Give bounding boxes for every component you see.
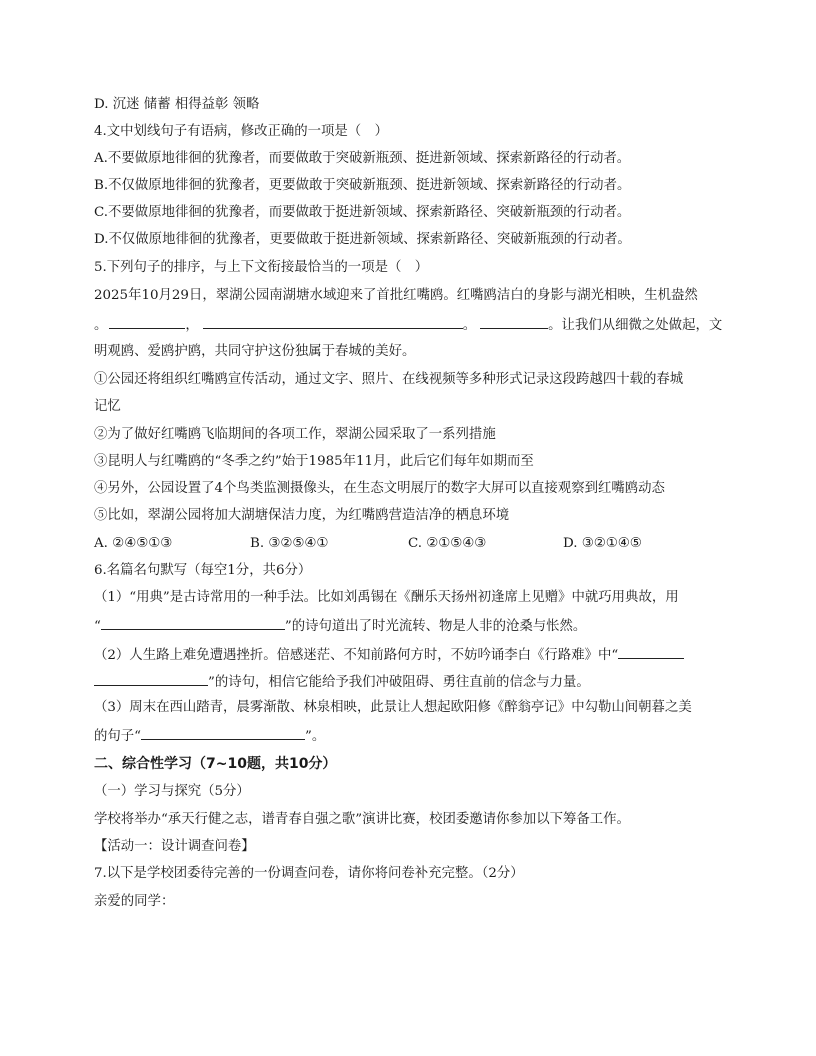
q4-option-b: B.不仅做原地徘徊的犹豫者，更要做敢于突破新瓶颈、挺进新领域、探索新路径的行动者。 — [94, 178, 631, 193]
passage-text: 。让我们从细微之处做起，文 — [548, 318, 723, 333]
q6-item-3: （3）周末在西山踏青，晨雾渐散、林泉相映，此景让人想起欧阳修《醉翁亭记》中勾勒山间朝暮之美 — [94, 700, 692, 715]
blank-2[interactable] — [203, 314, 463, 329]
q5-sentence-1-cont: 记忆 — [94, 399, 121, 414]
q5-passage-blanks-line — [94, 314, 722, 336]
q6-item-1-cont — [94, 615, 586, 637]
q5-option-a: A. ②④⑤①③ — [94, 536, 173, 551]
q4-option-a: A.不要做原地徘徊的犹豫者，而要做敢于突破新瓶颈、挺进新领域、探索新路径的行动者。 — [94, 151, 631, 166]
item-text: （2）人生路上难免遭遇挫折。倍感迷茫、不知前路何方时，不妨吟诵李白《行路难》中“ — [94, 648, 619, 663]
q5-stem: 5.下列句子的排序，与上下文衔接最恰当的一项是（ ） — [94, 260, 429, 275]
subsection-title: （一）学习与探究（5分） — [94, 784, 250, 799]
blank-1[interactable] — [101, 615, 285, 630]
quote-open: “ — [94, 619, 101, 634]
q6-item-1: （1）“用典”是古诗常用的一种手法。比如刘禹锡在《酬乐天扬州初逢席上见赠》中就巧用典故，用 — [94, 590, 679, 605]
item-text: ”的诗句道出了时光流转、物是人非的沧桑与怅然。 — [284, 619, 587, 634]
q5-option-c: C. ②①⑤④③ — [408, 536, 487, 551]
q5-sentence-1: ①公园还将组织红嘴鸥宣传活动，通过文字、照片、在线视频等多种形式记录这段跨越四十载的春城 — [94, 372, 684, 387]
section-title: 二、综合性学习（7~10题，共10分） — [94, 756, 337, 772]
punct: ， — [185, 318, 199, 333]
blank-2[interactable] — [618, 644, 684, 659]
greeting: 亲爱的同学： — [94, 894, 175, 909]
q7-stem: 7.以下是学校团委待完善的一份调查问卷，请你将问卷补充完整。（2分） — [94, 866, 524, 881]
q3-option-d: D. 沉迷 储蓄 相得益彰 领略 — [94, 97, 260, 112]
q4-option-d: D.不仅做原地徘徊的犹豫者，更要做敢于挺进新领域、探索新路径、突破新瓶颈的行动者。 — [94, 232, 631, 247]
q5-sentence-3: ③昆明人与红嘴鸥的“冬季之约”始于1985年11月，此后它们每年如期而至 — [94, 454, 534, 469]
q5-option-d: D. ③②①④⑤ — [563, 536, 642, 551]
punct: 。 — [94, 318, 108, 333]
blank-3[interactable] — [480, 314, 548, 329]
q4-stem: 4.文中划线句子有语病，修改正确的一项是（ ） — [94, 124, 388, 139]
item-text: ”。 — [305, 729, 326, 744]
q4-option-c: C.不要做原地徘徊的犹豫者，而要做敢于挺进新领域、探索新路径、突破新瓶颈的行动者。 — [94, 205, 631, 220]
punct: 。 — [462, 318, 477, 333]
q6-item-2 — [94, 644, 684, 666]
q6-stem: 6.名篇名句默写（每空1分，共6分） — [94, 563, 312, 578]
item-text: 的句子“ — [94, 729, 142, 744]
q5-passage-line: 2025年10月29日，翠湖公园南湖塘水域迎来了首批红嘴鸥。红嘴鸥洁白的身影与湖光相映，生机盎然 — [94, 288, 698, 303]
q6-item-3-cont — [94, 725, 325, 747]
section-intro: 学校将举办“承天行健之志，谱青春自强之歌”演讲比赛，校团委邀请你参加以下筹备工作。 — [94, 812, 630, 827]
activity-title: 【活动一：设计调查问卷】 — [94, 839, 255, 854]
q5-option-b: B. ③②⑤④① — [250, 536, 329, 551]
q6-item-2-cont — [94, 671, 590, 693]
blank-1[interactable] — [109, 314, 185, 329]
q5-sentence-5: ⑤比如，翠湖公园将加大湖塘保洁力度，为红嘴鸥营造洁净的栖息环境 — [94, 508, 510, 523]
blank-3[interactable] — [141, 725, 305, 740]
blank-2-cont[interactable] — [94, 671, 208, 686]
item-text: ”的诗句，相信它能给予我们冲破阻碍、勇往直前的信念与力量。 — [208, 675, 590, 690]
q5-sentence-2: ②为了做好红嘴鸥飞临期间的各项工作，翠湖公园采取了一系列措施 — [94, 427, 496, 442]
q5-passage-line: 明观鸥、爱鸥护鸥，共同守护这份独属于春城的美好。 — [94, 344, 416, 359]
q5-sentence-4: ④另外，公园设置了4个鸟类监测摄像头，在生态文明展厅的数字大屏可以直接观察到红嘴鸥动态 — [94, 481, 665, 496]
